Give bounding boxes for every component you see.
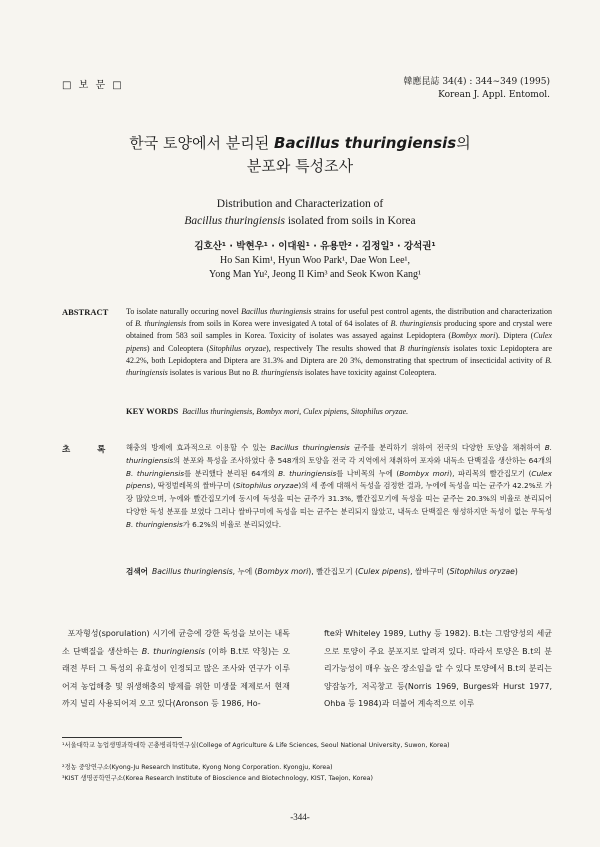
- page-number: -344-: [290, 812, 310, 822]
- title-ko-line2: 분포와 특성조사: [246, 157, 354, 175]
- section-label: □ 보 문 □: [62, 80, 124, 91]
- footnote-divider: [62, 737, 182, 738]
- keywords-text: Bacillus thuringiensis, Bombyx mori, Culex pipiens, Sitophilus oryzae.: [182, 407, 409, 416]
- journal-issue: 韓應昆誌 34(4) : 344∼349 (1995): [403, 77, 550, 87]
- title-ko-suffix: 의: [456, 134, 471, 152]
- title-en-line1: Distribution and Characterization of: [216, 198, 384, 210]
- footnote-2: ²경농 중앙연구소(Kyong-Ju Research Institute, Kyong Nong Corporation. Kyongju, Korea): [62, 764, 333, 771]
- authors-korean: 김호산¹ · 박현우¹ · 이대원¹ · 유용만² · 김정일³ · 강석권¹: [194, 241, 436, 252]
- title-ko-prefix: 한국 토양에서 분리된: [129, 134, 275, 152]
- korean-title: [0, 132, 600, 178]
- footnote-1: ¹서울대학교 농업생명과학대학 곤충병리학연구실(College of Agriculture & Life Sciences, Seoul National University, Suwon, Korea): [62, 742, 450, 749]
- footnote-3: ³KIST 생명공학연구소(Korea Research Institute of Bioscience and Biotechnology, KIST, Taejon, Korea): [62, 775, 373, 782]
- abstract-label: ABSTRACT: [62, 307, 109, 317]
- abstract-text: To isolate naturally occuring novel Bacillus thuringiensis strains for useful pest control agents, the distribution and characterization of B. thuringiensis from soils in Korea were invesigated A total of 64 isolates of B. thuringiensis producing spore and crystal were obtained from 583 soil samples in Korea. Toxicity of isolates was assayed against Lepidoptera (Bombyx mori). Diptera (Culex pipens) and Coleoptera (Sitophilus oryzae), respectively The results showed that B thuringiensis isolates toxic Lepidoptera are 42.2%, both Lepidoptera and Diptera are 31.3% and Diptera are 20 3%, demonstrating that spectrum of insecticidal activity of B. thuringiensis isolates is various But no B. thuringiensis isolates have toxicity against Coleoptera.: [126, 307, 553, 378]
- keywords-label: KEY WORDS: [126, 406, 179, 416]
- title-en-species: Bacillus thuringiensis: [184, 215, 285, 227]
- body-column-right: fte와 Whiteley 1989, Luthy 등 1982). B.t는 그람양성의 세균으로 토양이 주요 분포지로 알려져 있다. 따라서 토양은 B.t의 분리가능성이 매우 높은 장소임을 알 수 있다 토양에서 B.t의 분리는 양잠농가, 저곡창고 등(Norris 1969, Burges와 Hurst 1977, Ohba 등 1984)과 더불어 계속적으로 이루: [324, 629, 552, 708]
- korean-abstract-label: 초 록: [62, 445, 118, 455]
- body-column-left: 포자형성(sporulation) 시기에 균층에 강한 독성을 보이는 내독소 단백질을 생산하는 B. thuringiensis (이하 B.t로 약칭)는 오래전 부터 그 특성의 유효성이 인정되고 많은 조사와 연구가 이루어져 농업해충 및 위생해충의 방제를 위한 미생물 제제로서 현재까지 널리 사용되어져 오고 있다(Aronson 등 1986, Ho-: [62, 629, 290, 708]
- korean-keywords-label: 검색어: [126, 567, 149, 576]
- title-en-rest: isolated from soils in Korea: [284, 215, 416, 227]
- journal-citation: [403, 76, 550, 102]
- authors-english-line1: Ho San Kim¹, Hyun Woo Park¹, Dae Won Lee¹,: [219, 255, 411, 266]
- korean-abstract-text: 해충의 방제에 효과적으로 이용할 수 있는 Bacillus thuringiensis 균주를 분리하기 위하여 전국의 다양한 토양을 채취하여 B. thuringiensis의 분포와 특성을 조사하였다 총 548개의 토양을 전국 각 지역에서 채취하여 포자와 내독소 단백질을 생산하는 64개의 B. thuringiensis를 분리했다 분리된 64개의 B. thuringiensis를 나비목의 누에 (Bombyx mori), 파리목의 빨간집모기 (Culex pipens), 딱정벌레목의 쌀바구미 (Sitophilus oryzae)의 세 종에 대해서 독성을 검정한 결과, 누에에 독성을 띠는 균주가 42.2%로 가장 많았으며, 누에와 빨간집모기에 동시에 독성을 띠는 균주가 31.3%, 빨간집모기에 독성을 띠는 균주는 20.3%의 비율로 분리되어 다양한 독성 분포를 보였다 그러나 쌀바구미에 독성을 띠는 균주는 분리되지 않았고, 내독소 단백질은 형성하지만 독성이 없는 무독성 B. thuringiensis가 6.2%의 비율로 분리되었다.: [126, 443, 553, 529]
- authors-english-line2: Yong Man Yu², Jeong Il Kim³ and Seok Kwon Kang¹: [208, 269, 422, 280]
- korean-keywords: 검색어 Bacillus thuringiensis, 누에 (Bombyx mori), 빨간집모기 (Culex pipens), 쌀바구미 (Sitophilus oryzae): [126, 567, 518, 576]
- title-ko-species: Bacillus thuringiensis: [274, 134, 457, 152]
- authors: [100, 240, 530, 282]
- keywords: [126, 406, 552, 416]
- journal-name: Korean J. Appl. Entomol.: [438, 90, 550, 100]
- english-title: [0, 196, 600, 230]
